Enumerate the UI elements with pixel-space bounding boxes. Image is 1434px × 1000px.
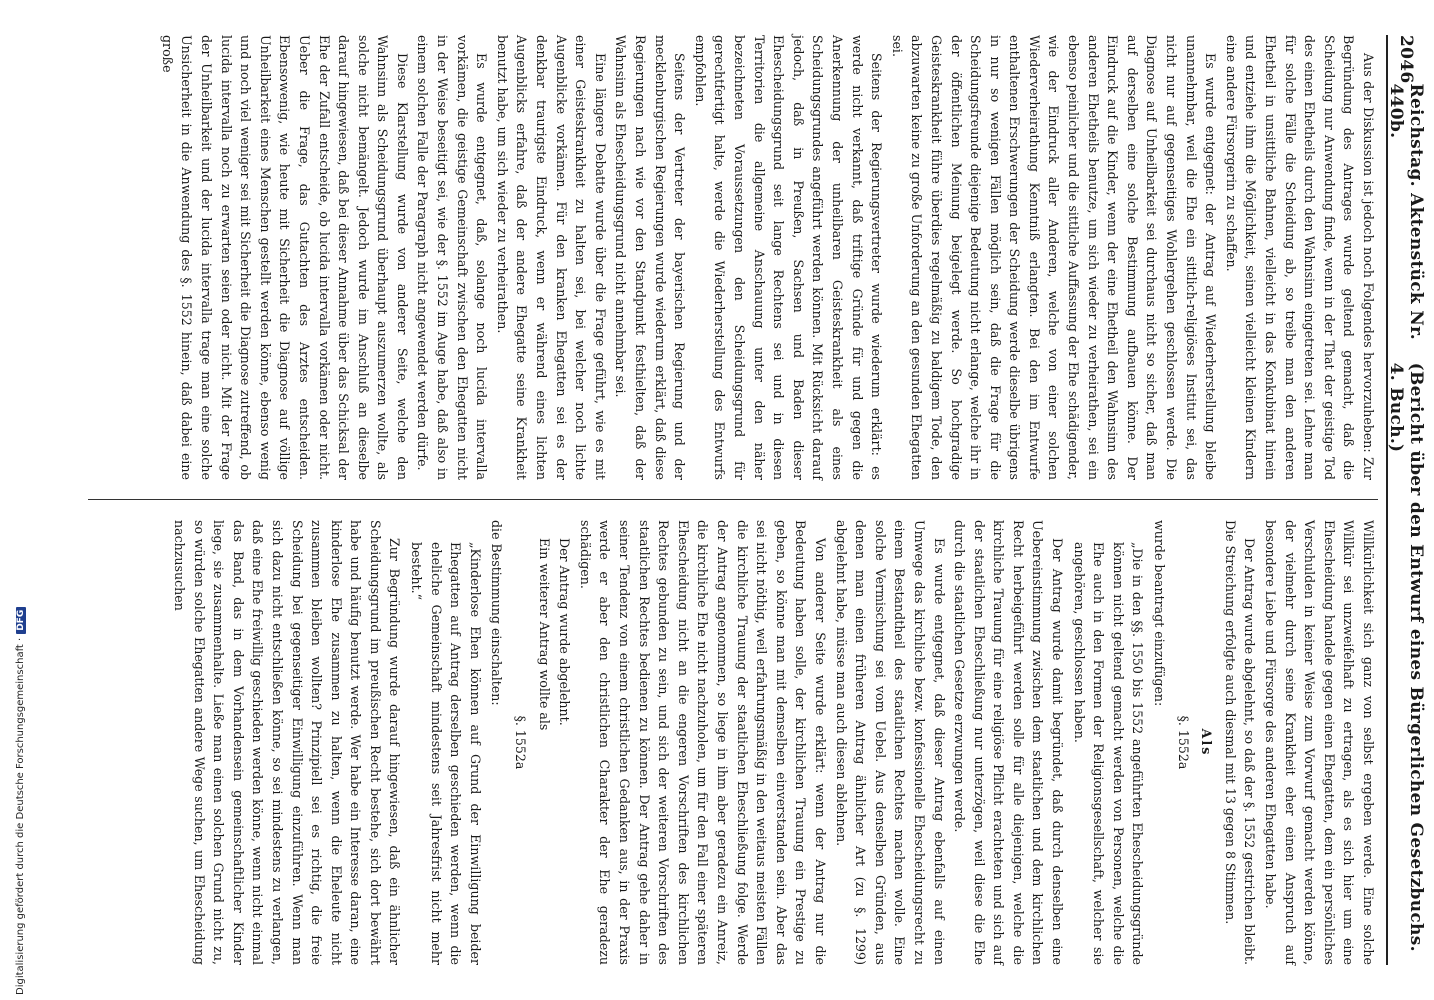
paragraph: Eine längere Debatte wurde über die Frage geführt, wie es mit einer Geisteskrankheit zu halten sei, bei welcher noch lichte Augenblicke vorkämen. Für den kranken Ehegatten sei es der denkbar traurigste Eindruck, wenn er während eines lichten Augenblicks erfahre, daß der andere Ehegatte seine Krankheit benutzt habe, um sich wieder zu verheirathen.: [494, 35, 608, 480]
paragraph: Es wurde entgegnet, daß, solange noch lucida intervalla vorkämen, die geistige Gemeinschaft zwischen den Ehegatten nicht in der Weise beseitigt sei, wie der §. 1552 im Auge habe, daß also in einem solchen Falle der Paragraph nicht angewendet werden dürfe.: [415, 35, 490, 480]
paragraph: Von anderer Seite wurde erklärt: wenn der Antrag nur die Bedeutung haben solle, der kirchlichen Trauung ein Prestige zu geben, so könne man mit demselben einverstanden sein. Aber das sei nicht nöthig, weil erfahrungsmäßig in den weitaus meisten Fällen die kirchliche Trauung der staatlichen Eheschließung folge. Werde der Antrag angenommen, so liege in ihm aber geradezu ein Anreiz, die kirchliche Ehe nicht nachzuholen, um für den Fall einer späteren Ehescheidung nicht an die engeren Vorschriften des kirchlichen Rechtes gebunden zu sein, und sich der weiteren Vorschriften des staatlichen Rechtes bedienen zu können. Der Antrag gehe daher in seiner Tendenz von einem christlichen Gedanken aus, in der Praxis werde er aber den christlichen Charakter der Ehe geradezu schädigen.: [577, 520, 828, 965]
paragraph: Diese Klarstellung wurde von anderer Seite, welche den Wahnsinn als Scheidungsgrund überhaupt auszumerzen wollte, als solche nicht bemängelt. Jedoch wurde im Anschluß an dieselbe darauf hingewiesen, daß bei dieser Annahme über das Schicksal der Ehe der Zufall entscheide, ob lucida intervalla vorkämen oder nicht. Ueber die Frage, das Gutachten des Arztes entscheiden. Ebensowenig, wie heute mit Sicherheit die Diagnose auf völlige Unheilbarkeit eines Menschen gestellt werden könne, ebenso wenig und noch viel weniger sei mit Sicherheit die Diagnose zutreffend, ob lucida intervalla noch zu erwarten seien oder nicht. Mit der Frage der Unheilbarkeit und der lucida intervalla trage man eine solche Unsicherheit in die Anwendung des §. 1552 hinein, daß dabei eine große: [159, 35, 410, 480]
paragraph: Der Antrag wurde abgelehnt, so daß der §. 1552 gestrichen bleibt. Die Streichung erfolgte auch diesmal mit 13 gegen 8 Stimmen.: [1222, 520, 1258, 965]
proposal-quote: „Kinderlose Ehen können auf Grund der Einwilligung beider Ehegatten auf Antrag derselben geschieden werden, wenn die eheliche Gemeinschaft mindestens seit Jahresfrist nicht mehr besteht.“: [409, 542, 483, 965]
digitization-credit: [0, 0, 26, 1000]
paragraph: die Bestimmung einschalten:: [489, 520, 505, 706]
paragraph: Es wurde entgegnet, daß dieser Antrag ebenfalls auf einen Umwege das kirchliche bezw. konfessionelle Ehescheidungsrecht zu einem Bestandtheil des staatlichen Rechtes machen wolle. Eine solche Vermischung sei vom Uebel. Aus denselben Gründen, aus denen man einen früheren Antrag ähnlicher Art (zu §. 1299) abgelehnt habe, müsse man auch diesen ablehnen.: [833, 520, 947, 965]
proposal-quote: „Die in den §§. 1550 bis 1552 angeführten Ehescheidungsgründe können nicht geltend gemacht werden von Personen, welche die Ehe auch in den Formen der Religionsgesellschaft, welcher sie angehören, geschlossen haben.: [1071, 542, 1146, 965]
paragraph: Seitens der Regierungsvertreter wurde wiederum erklärt: es werde nicht verkannt, daß triftige Gründe für und gegen die Anerkennung der unheilbaren Geisteskrankheit als eines Scheidungsgrundes angeführt werden können. Mit Rücksicht darauf jedoch, daß in Preußen, Sachsen und Baden dieser Ehescheidungsgrund seit lange Rechtens sei und in diesen Territorien die allgemeine Anschauung unter den näher bezeichneten Voraussetzungen den Scheidungsgrund für gerechtfertigt halte, werde die Wiederherstellung des Entwurfs empfohlen.: [692, 35, 885, 480]
column-divider: [88, 499, 1378, 500]
paragraph: wurde beantragt einzufügen:: [1152, 520, 1168, 707]
paragraph: Zur Begründung wurde darauf hingewiesen, daß ein ähnlicher Scheidungsgrund im preußischen Recht bestehe, sich dort bewährt habe und häufig benutzt werde. Wer habe ein Interesse daran, eine kinderlose Ehe zusammen zu halten, wenn die Eheleute nicht zusammen bleiben wollten? Prinzipiell sei es richtig, die freie Scheidung bei gegenseitiger Einwilligung einzuführen. Wenn man sich dazu nicht entschließen könne, so sei mindestens zu verlangen, daß eine Ehe freiwillig geschieden werden könne, wenn nicht einmal das Band, das in dem Vorhandensein gemeinschaftlicher Kinder liege, sie zusammenhalte. Ließe man einen solchen Grund nicht zu, so würden solche Ehegatten andere Wege suchen, um Ehescheidung nachzusuchen: [171, 520, 403, 965]
left-column: [78, 35, 1378, 480]
header-rule: [1386, 35, 1388, 965]
section-lead: Als: [1199, 728, 1215, 757]
right-column: [78, 520, 1378, 965]
dfg-logo: DFG: [16, 607, 26, 634]
scanned-page: [65, 35, 1426, 965]
paragraph: Seitens der Vertreter der bayerischen Regierung und der mecklenburgischen Regierungen wurde wiederum erklärt, daß diese Regierungen nach wie vor den Standpunkt festhielten, daß der Wahnsinn als Ehescheidungsgrund nicht annehmbar sei.: [613, 35, 688, 480]
credit-text: Digitalisierung gefördert durch die Deutsche Forschungsgemeinschaft ·: [15, 637, 26, 995]
page-number: 2046: [1396, 35, 1416, 84]
section-heading: §. 1552a: [513, 715, 529, 770]
paragraph: Ein weiterer Antrag wollte als: [536, 538, 552, 731]
paragraph: Der Antrag wurde abgelehnt.: [557, 538, 573, 726]
paragraph: Es wurde entgegnet: der Antrag auf Wiederherstellung bleibe unannehmbar, weil die Ehe ein sittlich-religiöses Institut sei, das nicht nur auf gegenseitiges Wohlergehen geschlossen werde. Die Diagnose auf Unheilbarkeit sei durchaus nicht so sicher, daß man auf derselben eine solche Bestimmung aufbauen könne. Der Eindruck auf die Kinder, wenn der eine Ehetheil den Wahnsinn des anderen Ehetheils benutze, um sich wieder zu verheirathen, sei ein ebenso peinlicher und die sittliche Auffassung der Ehe schädigender, wie der Eindruck aller Anderen, welche von einer solchen Wiederverheirathung Kenntniß erlangten. Bei den im Entwurfe enthaltenen Erschwerungen der Scheidung werde dieselbe übrigens in nur so wenigen Fällen möglich sein, daß die Frage für die Scheidungsfreunde diejenige Bedeutung nicht erlange, welche ihr in der öffentlichen Meinung beigelegt werde. So hochgradige Geisteskrankheit führe überdies regelmäßig zu baldigem Tode, den abzuwarten keine zu große Unforderung an den gesunden Ehegatten sei.: [889, 35, 1219, 480]
paragraph: Der Antrag wurde damit begründet, daß durch denselben eine Uebereinstimmung zwischen dem staatlichen und dem kirchlichen Recht herbeigeführt werden solle für alle diejenigen, welche die kirchliche Trauung für eine religiöse Pflicht erachteten und sich auf der staatlichen Eheschließung nur unterzögen, weil diese die Ehe durch die staatlichen Gesetze erzwungen werde.: [952, 520, 1066, 965]
section-heading: §. 1552a: [1175, 715, 1191, 770]
running-title: Reichstag. Aktenstück Nr. 440b.: [1386, 83, 1426, 340]
page-header: [1386, 35, 1426, 965]
header-topic: (Bericht über den Entwurf eines Bürgerlichen Gesetzbuchs. 4. Buch.): [1386, 362, 1426, 952]
paragraph: Aus der Diskussion ist jedoch noch Folgendes hervorzuheben: Zur Begründung des Antrages wurde geltend gemacht, daß die Scheidung nur Anwendung finde, wenn in der That der geistige Tod des einen Ehetheils durch den Wahnsinn eingetreten sei. Lehne man für solche Fälle die Scheidung ab, so treibe man den anderen Ehetheil in unsittliche Bahnen, vielleicht in das Konkubinat hinein und entziehe ihm die Möglichkeit, seinen vielleicht kleinen Kindern eine andere Fürsorgerin zu schaffen.: [1223, 35, 1376, 480]
paragraph: Willkürlichkeit sich ganz von selbst ergeben werde. Eine solche Willkür sei unzweifelhaft zu ertragen, als es sich hier um eine Ehescheidung handele gegen einen Ehegatten, dem ein persönliches Verschulden in keiner Weise zum Vorwurf gemacht werden könne, der vielmehr durch seine Krankheit eher einen Anspruch auf besondere Liebe und Fürsorge des anderen Ehegatten habe.: [1263, 520, 1376, 965]
